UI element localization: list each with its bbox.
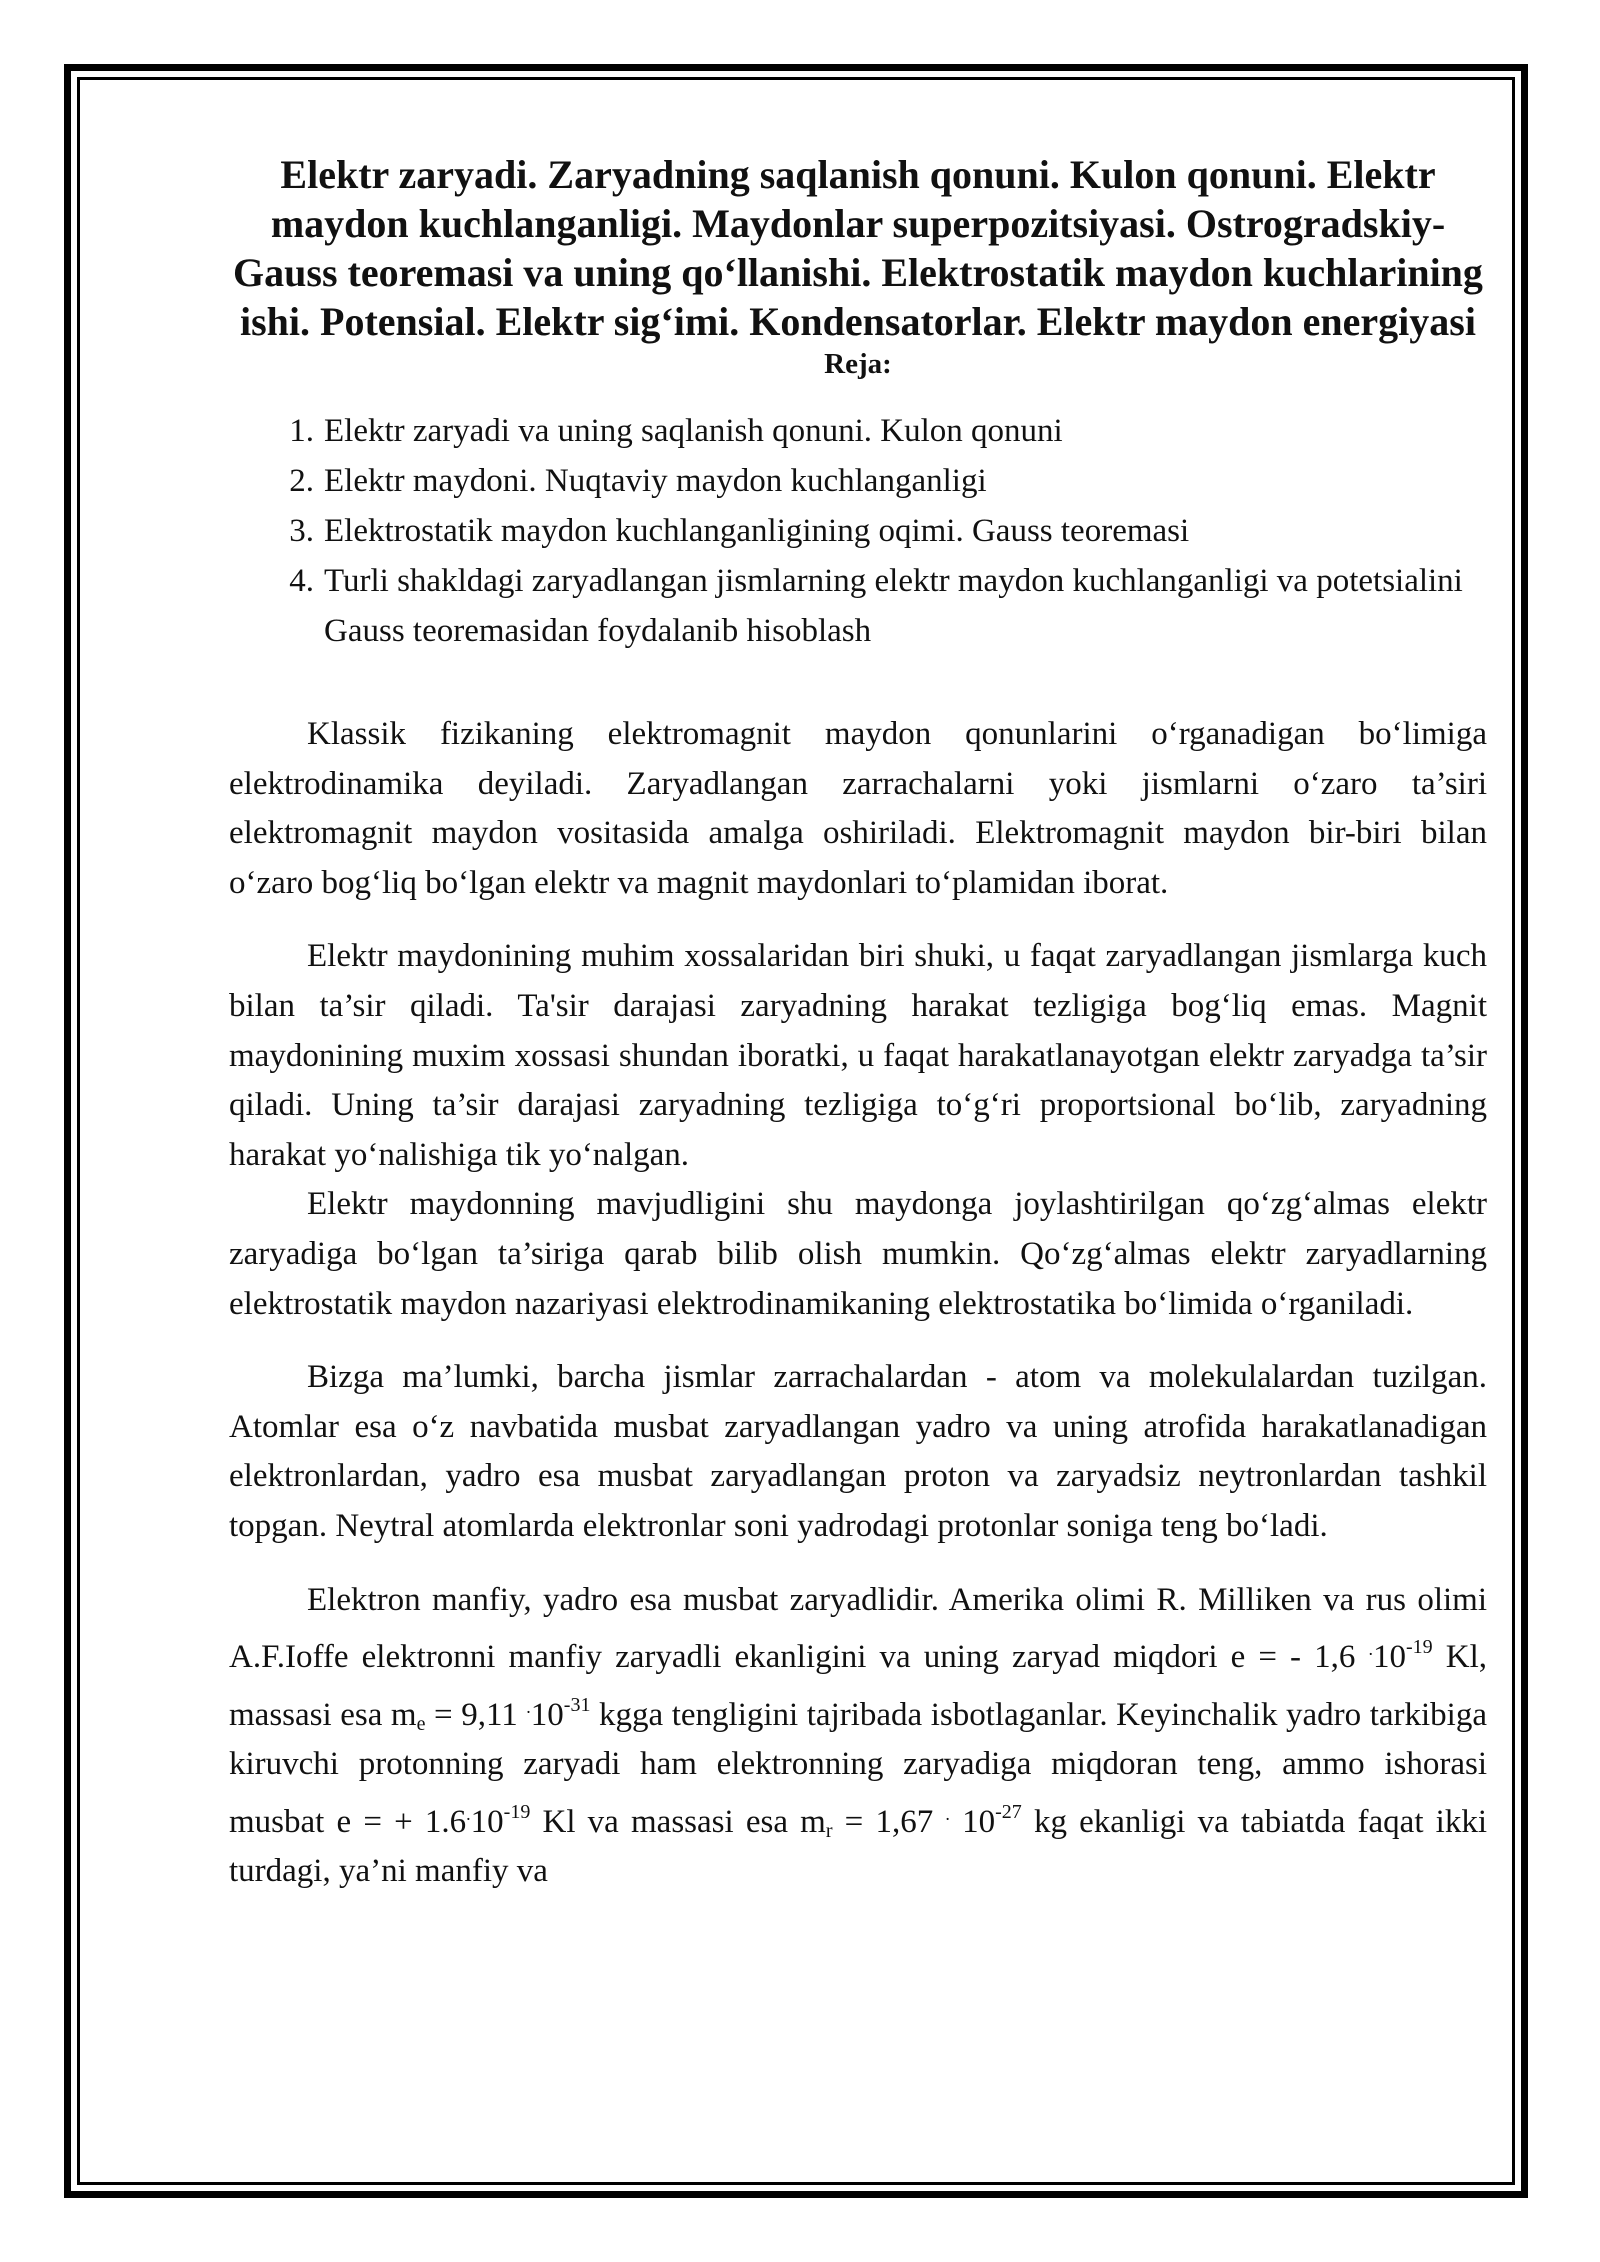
plan-heading: Reja:	[824, 348, 892, 380]
list-item	[289, 456, 1487, 506]
text-run: Kl, massasi esa m	[229, 1639, 1487, 1733]
list-number: 4.	[289, 563, 314, 599]
exponent: -19	[503, 1800, 531, 1823]
text-run: Elektron manfiy, yadro esa musbat zaryadlidir. Amerika olimi R. Milliken va rus olimi A.F.Ioffe elektronni manfiy zaryadli ekanligini va uning zaryad miqdori e = - 1,6	[229, 1581, 1487, 1676]
text-run: 10	[470, 1803, 504, 1840]
text-run: Kl va massasi esa m	[530, 1803, 826, 1840]
list-number: 2.	[289, 463, 314, 499]
paragraph	[229, 1576, 1487, 1898]
paragraph: Elektr maydonining muhim xossalaridan biri shuki, u faqat zaryadlangan jismlarga kuch bilan ta’sir qiladi. Ta'sir darajasi zaryadning harakat tezligiga bog‘liq emas. Magnit maydonining muxim xossasi shundan iboratki, u faqat harakatlanayotgan elektr zaryadga ta’sir qiladi. Uning ta’sir darajasi zaryadning tezligiga to‘g‘ri proportsional bo‘lib, zaryadning harakat yo‘nalishiga tik yo‘nalgan.	[229, 938, 1487, 1173]
list-number: 1.	[289, 413, 314, 449]
text-run: 10	[530, 1696, 564, 1733]
list-item-text: Elektrostatik maydon kuchlanganligining oqimi. Gauss teoremasi	[324, 513, 1190, 549]
exponent: -27	[995, 1800, 1022, 1823]
exponent: -31	[563, 1693, 591, 1716]
paragraph: Bizga ma’lumki, barcha jismlar zarrachalardan - atom va molekulalardan tuzilgan. Atomlar esa o‘z navbatida musbat zaryadlangan yadro va uning atrofida harakatlanadigan elektronlardan, yadro esa musbat zaryadlangan proton va zaryadsiz neytronlardan tashkil topgan. Neytral atomlarda elektronlar soni yadrodagi protonlar soniga teng bo‘ladi.	[229, 1359, 1487, 1544]
list-number: 3.	[289, 513, 314, 549]
text-run: = 1,67	[832, 1803, 946, 1840]
multiply-dot: .	[945, 1803, 950, 1824]
list-item	[289, 406, 1487, 456]
list-item-text: Elektr maydoni. Nuqtaviy maydon kuchlanganligi	[324, 463, 987, 499]
multiply-dot: .	[466, 1803, 471, 1824]
exponent: -19	[1405, 1636, 1433, 1659]
paragraph: Klassik fizikaning elektromagnit maydon qonunlarini o‘rganadigan bo‘limiga elektrodinamika deyiladi. Zaryadlangan zarrachalarni yoki jismlarni o‘zaro ta’siri elektromagnit maydon vositasida amalga oshiriladi. Elektromagnit maydon bir-biri bilan o‘zaro bog‘liq bo‘lgan elektr va magnit maydonlari to‘plamidan iborat.	[229, 716, 1487, 901]
subscript: r	[825, 1819, 833, 1842]
text-run: kgga tengligini tajribada isbotlaganlar. Keyinchalik yadro tarkibiga kiruvchi protonning zaryadi ham elektronning zaryadiga miqdoran teng, ammo ishorasi musbat e = + 1.6	[229, 1696, 1487, 1840]
plan-list	[229, 406, 1487, 656]
multiply-dot: .	[526, 1696, 531, 1717]
text-run: = 9,11	[425, 1696, 527, 1733]
list-item-text: Elektr zaryadi va uning saqlanish qonuni. Kulon qonuni	[324, 413, 1063, 449]
subscript: e	[416, 1712, 426, 1735]
spacer	[229, 656, 1487, 710]
list-item-text: Turli shakldagi zaryadlangan jismlarning elektr maydon kuchlanganligi va potetsialini Gauss teoremasidan foydalanib hisoblash	[324, 563, 1463, 649]
text-run: kg ekanligi va tabiatda faqat ikki turdagi, ya’ni manfiy va	[229, 1803, 1488, 1890]
document-body	[229, 150, 1487, 1897]
list-item	[289, 556, 1487, 656]
paragraph: Elektr maydonning mavjudligini shu maydonga joylashtirilgan qo‘zg‘almas elektr zaryadiga bo‘lgan ta’siriga qarab bilib olish mumkin. Qo‘zg‘almas elektr zaryadlarning elektrostatik maydon nazariyasi elektrodinamikaning elektrostatika bo‘limida o‘rganiladi.	[229, 1186, 1487, 1322]
document-title: Elektr zaryadi. Zaryadning saqlanish qonuni. Kulon qonuni. Elektr maydon kuchlanganligi. Maydonlar superpozitsiyasi. Ostrogradskiy-Gauss teoremasi va uning qo‘llanishi. Elektrostatik maydon kuchlarining ishi. Potensial. Elektr sig‘imi. Kondensatorlar. Elektr maydon energiyasi	[233, 152, 1483, 344]
list-item	[289, 506, 1487, 556]
text-run: 10	[1372, 1639, 1406, 1676]
text-run: 10	[949, 1803, 996, 1840]
multiply-dot: .	[1368, 1639, 1373, 1660]
